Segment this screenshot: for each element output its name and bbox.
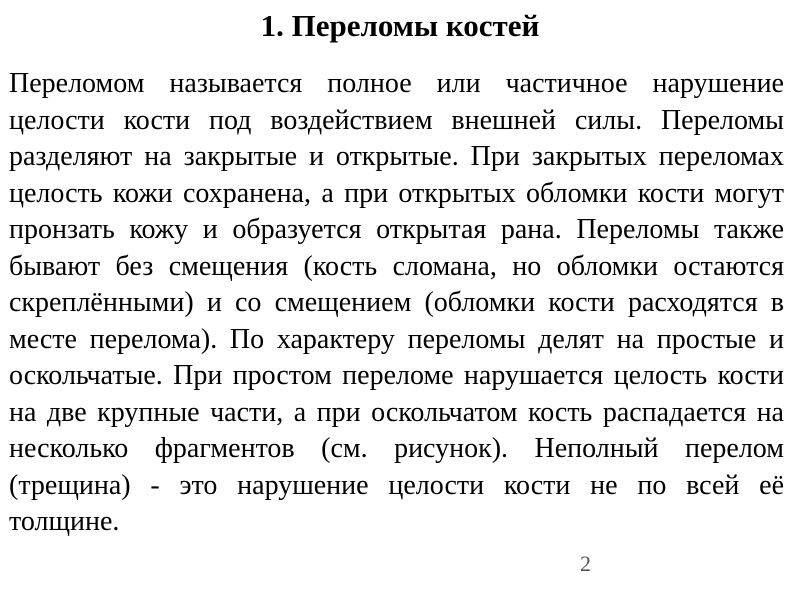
- slide-body-text: Переломом называется полное или частичное нарушение целости кости под воздействием внешней силы. Переломы разделяют на закрытые и открытые. При закрытых переломах целость кожи сохранена, а при открытых обломки кости могут пронзать кожу и образуется открытая рана. Переломы также бывают без смещения (кость сломана, но обломки остаются скреплёнными) и со смещением (обломки кости расходятся в месте перелома). По характеру переломы делят на простые и оскольчатые. При простом переломе нарушается целость кости на две крупные части, а при оскольчатом кость распадается на несколько фрагментов (см. рисунок). Неполный перелом (трещина) - это нарушение целости кости не по всей её толщине.: [9, 68, 784, 537]
- slide-title: 1. Переломы костей: [260, 8, 540, 43]
- page-number: 2: [580, 551, 591, 576]
